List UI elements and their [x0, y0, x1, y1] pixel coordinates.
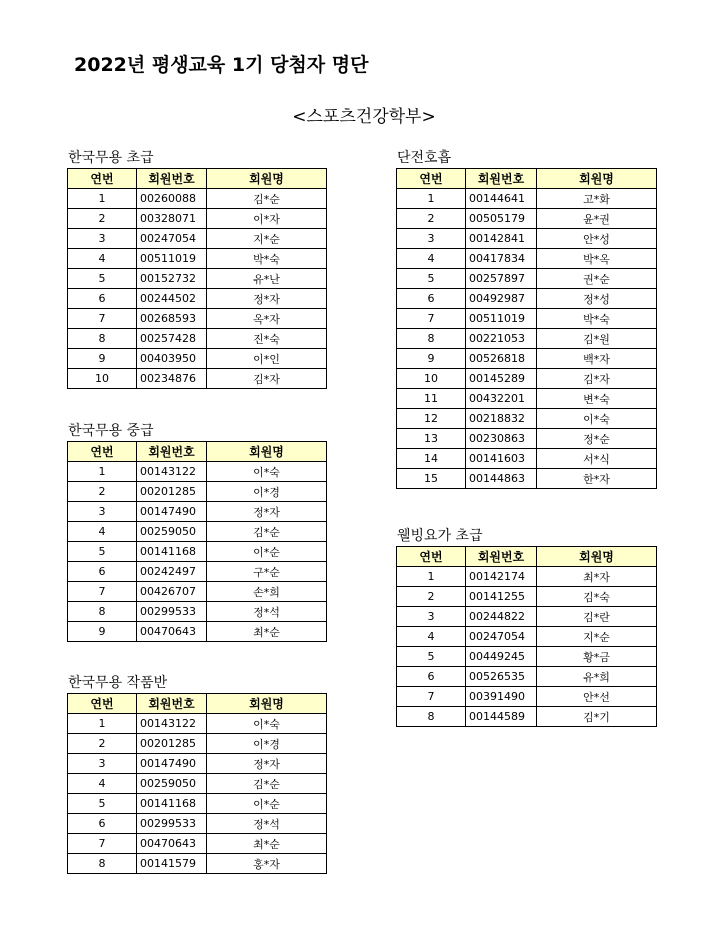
member-name: 지*순	[207, 229, 327, 249]
table-row	[68, 582, 327, 602]
member-id: 00144641	[466, 189, 537, 209]
row-number: 4	[397, 627, 466, 647]
table-header-row	[397, 547, 657, 567]
row-number: 7	[397, 309, 466, 329]
member-name: 이*인	[207, 349, 327, 369]
row-number: 8	[68, 329, 137, 349]
korean-dance-intermediate-table	[67, 441, 327, 642]
table-row	[397, 269, 657, 289]
member-name: 김*자	[207, 369, 327, 389]
row-number: 6	[397, 289, 466, 309]
row-number: 2	[397, 209, 466, 229]
table-row	[397, 209, 657, 229]
member-id: 00526535	[466, 667, 537, 687]
table-row	[68, 309, 327, 329]
row-number: 3	[397, 229, 466, 249]
member-id: 00403950	[137, 349, 207, 369]
row-number: 3	[68, 502, 137, 522]
row-number: 8	[68, 602, 137, 622]
member-name: 정*자	[207, 289, 327, 309]
member-id: 00257897	[466, 269, 537, 289]
member-name: 변*숙	[537, 389, 657, 409]
member-name: 이*경	[207, 482, 327, 502]
member-id: 00145289	[466, 369, 537, 389]
member-id: 00260088	[137, 189, 207, 209]
table-row	[68, 754, 327, 774]
member-id: 00141168	[137, 542, 207, 562]
row-number: 4	[68, 249, 137, 269]
member-id: 00268593	[137, 309, 207, 329]
table-row	[68, 269, 327, 289]
table-row	[68, 482, 327, 502]
table-row	[68, 189, 327, 209]
table-row	[397, 687, 657, 707]
table-header-row	[68, 694, 327, 714]
member-id: 00234876	[137, 369, 207, 389]
member-id: 00247054	[137, 229, 207, 249]
table-row	[397, 249, 657, 269]
table-row	[397, 189, 657, 209]
row-number: 5	[68, 794, 137, 814]
member-name: 구*순	[207, 562, 327, 582]
row-number: 3	[68, 754, 137, 774]
header-member-name: 회원명	[207, 694, 327, 714]
table-row	[397, 607, 657, 627]
member-id: 00242497	[137, 562, 207, 582]
member-name: 김*순	[207, 774, 327, 794]
breathing-table	[396, 168, 657, 489]
row-number: 10	[397, 369, 466, 389]
table-header-row	[68, 442, 327, 462]
member-id: 00142174	[466, 567, 537, 587]
section-title-korean-dance-beginner: 한국무용 초급	[68, 150, 154, 166]
row-number: 2	[68, 482, 137, 502]
table-row	[397, 567, 657, 587]
header-no: 연번	[397, 547, 466, 567]
member-id: 00230863	[466, 429, 537, 449]
member-id: 00417834	[466, 249, 537, 269]
table-row	[397, 389, 657, 409]
member-name: 이*숙	[207, 714, 327, 734]
member-id: 00141579	[137, 854, 207, 874]
table-row	[68, 522, 327, 542]
member-name: 한*자	[537, 469, 657, 489]
table-row	[397, 229, 657, 249]
table-row	[68, 834, 327, 854]
row-number: 6	[68, 814, 137, 834]
member-id: 00470643	[137, 834, 207, 854]
wellbeing-yoga-beginner-table	[396, 546, 657, 727]
member-id: 00247054	[466, 627, 537, 647]
section-title-wellbeing-yoga-beginner: 웰빙요가 초급	[397, 528, 483, 544]
member-id: 00299533	[137, 602, 207, 622]
row-number: 1	[68, 462, 137, 482]
member-id: 00391490	[466, 687, 537, 707]
member-name: 정*석	[207, 602, 327, 622]
member-name: 최*순	[207, 622, 327, 642]
table-row	[397, 409, 657, 429]
member-name: 정*자	[207, 754, 327, 774]
row-number: 7	[68, 582, 137, 602]
row-number: 7	[68, 309, 137, 329]
member-id: 00505179	[466, 209, 537, 229]
table-row	[397, 449, 657, 469]
table-row	[68, 734, 327, 754]
row-number: 9	[68, 622, 137, 642]
row-number: 11	[397, 389, 466, 409]
row-number: 4	[68, 774, 137, 794]
table-row	[68, 349, 327, 369]
member-name: 정*성	[537, 289, 657, 309]
member-name: 김*자	[537, 369, 657, 389]
row-number: 3	[397, 607, 466, 627]
member-name: 정*석	[207, 814, 327, 834]
row-number: 2	[68, 209, 137, 229]
table-row	[397, 627, 657, 647]
member-name: 홍*자	[207, 854, 327, 874]
member-name: 유*희	[537, 667, 657, 687]
department-subtitle: <스포츠건강학부>	[292, 107, 436, 127]
row-number: 10	[68, 369, 137, 389]
member-name: 이*숙	[537, 409, 657, 429]
member-id: 00259050	[137, 774, 207, 794]
member-name: 황*금	[537, 647, 657, 667]
row-number: 8	[397, 329, 466, 349]
table-row	[397, 587, 657, 607]
header-no: 연번	[68, 169, 137, 189]
member-id: 00221053	[466, 329, 537, 349]
row-number: 2	[68, 734, 137, 754]
member-name: 이*순	[207, 542, 327, 562]
table-header-row	[397, 169, 657, 189]
table-row	[68, 462, 327, 482]
member-id: 00492987	[466, 289, 537, 309]
row-number: 2	[397, 587, 466, 607]
table-row	[397, 647, 657, 667]
member-id: 00142841	[466, 229, 537, 249]
member-id: 00470643	[137, 622, 207, 642]
table-row	[68, 794, 327, 814]
member-id: 00201285	[137, 482, 207, 502]
row-number: 1	[397, 189, 466, 209]
member-id: 00526818	[466, 349, 537, 369]
member-id: 00141603	[466, 449, 537, 469]
row-number: 4	[397, 249, 466, 269]
header-member-id: 회원번호	[466, 169, 537, 189]
table-header-row	[68, 169, 327, 189]
member-name: 손*희	[207, 582, 327, 602]
header-member-name: 회원명	[537, 169, 657, 189]
row-number: 1	[68, 714, 137, 734]
section-title-korean-dance-intermediate: 한국무용 중급	[68, 423, 154, 439]
table-row	[68, 714, 327, 734]
table-row	[68, 369, 327, 389]
row-number: 1	[68, 189, 137, 209]
member-id: 00218832	[466, 409, 537, 429]
member-name: 서*식	[537, 449, 657, 469]
table-row	[68, 502, 327, 522]
member-name: 유*난	[207, 269, 327, 289]
row-number: 9	[68, 349, 137, 369]
table-row	[68, 602, 327, 622]
table-row	[397, 667, 657, 687]
table-row	[68, 854, 327, 874]
member-name: 최*순	[207, 834, 327, 854]
table-row	[68, 229, 327, 249]
table-row	[68, 542, 327, 562]
member-id: 00144863	[466, 469, 537, 489]
member-id: 00426707	[137, 582, 207, 602]
member-id: 00147490	[137, 502, 207, 522]
row-number: 6	[68, 289, 137, 309]
table-row	[68, 562, 327, 582]
member-name: 김*기	[537, 707, 657, 727]
table-row	[68, 209, 327, 229]
member-name: 이*자	[207, 209, 327, 229]
row-number: 15	[397, 469, 466, 489]
table-row	[397, 289, 657, 309]
row-number: 3	[68, 229, 137, 249]
member-name: 박*숙	[537, 309, 657, 329]
table-row	[68, 814, 327, 834]
member-id: 00244822	[466, 607, 537, 627]
table-row	[397, 369, 657, 389]
table-row	[68, 249, 327, 269]
member-id: 00141168	[137, 794, 207, 814]
member-name: 안*선	[537, 687, 657, 707]
header-member-name: 회원명	[207, 442, 327, 462]
row-number: 1	[397, 567, 466, 587]
member-name: 이*순	[207, 794, 327, 814]
header-no: 연번	[397, 169, 466, 189]
member-id: 00449245	[466, 647, 537, 667]
table-row	[68, 289, 327, 309]
row-number: 5	[68, 269, 137, 289]
header-member-id: 회원번호	[137, 694, 207, 714]
member-name: 이*경	[207, 734, 327, 754]
row-number: 7	[68, 834, 137, 854]
member-id: 00257428	[137, 329, 207, 349]
header-member-id: 회원번호	[137, 169, 207, 189]
row-number: 14	[397, 449, 466, 469]
document-title: 2022년 평생교육 1기 당첨자 명단	[74, 54, 369, 76]
table-row	[397, 429, 657, 449]
member-id: 00432201	[466, 389, 537, 409]
member-id: 00511019	[466, 309, 537, 329]
row-number: 13	[397, 429, 466, 449]
section-title-breathing: 단전호흡	[397, 150, 452, 166]
header-member-id: 회원번호	[137, 442, 207, 462]
table-row	[68, 329, 327, 349]
member-name: 김*순	[207, 522, 327, 542]
member-id: 00511019	[137, 249, 207, 269]
member-name: 안*성	[537, 229, 657, 249]
table-row	[68, 622, 327, 642]
member-name: 박*숙	[207, 249, 327, 269]
member-name: 권*순	[537, 269, 657, 289]
member-id: 00299533	[137, 814, 207, 834]
member-id: 00141255	[466, 587, 537, 607]
member-name: 고*화	[537, 189, 657, 209]
row-number: 6	[68, 562, 137, 582]
row-number: 4	[68, 522, 137, 542]
member-id: 00152732	[137, 269, 207, 289]
member-name: 지*순	[537, 627, 657, 647]
member-name: 백*자	[537, 349, 657, 369]
row-number: 5	[397, 269, 466, 289]
korean-dance-beginner-table	[67, 168, 327, 389]
member-id: 00144589	[466, 707, 537, 727]
row-number: 6	[397, 667, 466, 687]
row-number: 12	[397, 409, 466, 429]
member-name: 김*숙	[537, 587, 657, 607]
member-name: 김*란	[537, 607, 657, 627]
row-number: 9	[397, 349, 466, 369]
table-row	[397, 309, 657, 329]
row-number: 8	[68, 854, 137, 874]
header-no: 연번	[68, 694, 137, 714]
table-row	[397, 469, 657, 489]
member-name: 김*원	[537, 329, 657, 349]
table-row	[397, 349, 657, 369]
header-member-name: 회원명	[537, 547, 657, 567]
member-name: 정*순	[537, 429, 657, 449]
member-id: 00143122	[137, 462, 207, 482]
table-row	[397, 329, 657, 349]
member-name: 이*숙	[207, 462, 327, 482]
row-number: 8	[397, 707, 466, 727]
member-name: 진*숙	[207, 329, 327, 349]
table-row	[397, 707, 657, 727]
row-number: 5	[68, 542, 137, 562]
member-name: 정*자	[207, 502, 327, 522]
member-name: 옥*자	[207, 309, 327, 329]
member-id: 00147490	[137, 754, 207, 774]
member-name: 최*자	[537, 567, 657, 587]
member-id: 00259050	[137, 522, 207, 542]
member-name: 김*순	[207, 189, 327, 209]
member-id: 00143122	[137, 714, 207, 734]
header-member-id: 회원번호	[466, 547, 537, 567]
table-row	[68, 774, 327, 794]
row-number: 5	[397, 647, 466, 667]
member-id: 00328071	[137, 209, 207, 229]
member-name: 박*옥	[537, 249, 657, 269]
korean-dance-performance-table	[67, 693, 327, 874]
member-id: 00201285	[137, 734, 207, 754]
section-title-korean-dance-performance: 한국무용 작품반	[68, 675, 168, 691]
member-id: 00244502	[137, 289, 207, 309]
header-member-name: 회원명	[207, 169, 327, 189]
row-number: 7	[397, 687, 466, 707]
header-no: 연번	[68, 442, 137, 462]
member-name: 윤*권	[537, 209, 657, 229]
